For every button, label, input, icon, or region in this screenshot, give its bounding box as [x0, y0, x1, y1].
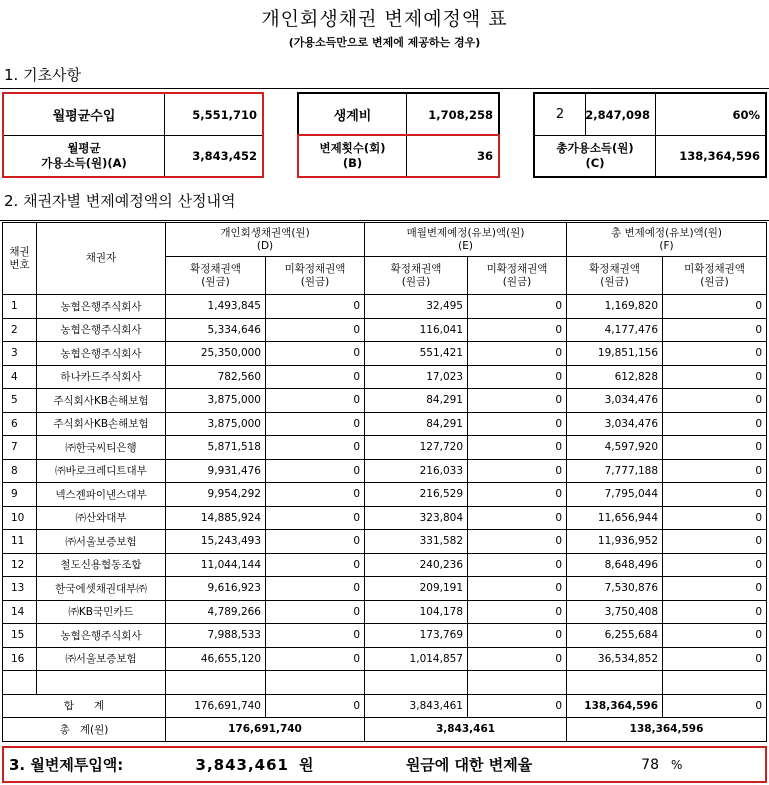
cell-d2: 0 [266, 295, 365, 319]
cell-d2: 0 [266, 600, 365, 624]
monthly-income-value: 5,551,710 [192, 107, 257, 122]
monthly-repayment-box [2, 746, 767, 783]
cell-e1: 17,023 [365, 365, 468, 389]
cell-e2: 0 [468, 318, 567, 342]
cell-e1: 216,529 [365, 483, 468, 507]
cell-d1: 15,243,493 [166, 530, 266, 554]
empty-row-cell [266, 671, 365, 695]
cell-f2: 0 [663, 647, 767, 671]
cell-e2: 0 [468, 342, 567, 366]
cell-name: 농협은행주식회사 [37, 318, 166, 342]
group-d-header [166, 223, 365, 257]
section-divider [0, 220, 769, 221]
total-row [3, 718, 767, 742]
f-unconfirmed-header-line1: 미확정채권액 [684, 262, 745, 275]
repay-count-value: 36 [476, 148, 493, 163]
cell-name: 주식회사KB손해보험 [37, 412, 166, 436]
monthly-income-label: 월평균수입 [52, 109, 116, 124]
cell-e1: 116,041 [365, 318, 468, 342]
available-income-label-line1: 월평균 [67, 140, 101, 155]
cell-e2: 0 [468, 483, 567, 507]
monthly-repayment-unit: 원 [299, 756, 314, 774]
table-row [3, 295, 767, 319]
cell-d2: 0 [266, 483, 365, 507]
cell-f2: 0 [663, 553, 767, 577]
cell-name: ㈜서울보증보험 [37, 647, 166, 671]
e-unconfirmed-header-line1: 미확정채권액 [486, 262, 548, 275]
subtotal-e2: 0 [468, 694, 567, 718]
cell-f1: 7,777,188 [567, 459, 663, 483]
table-row [3, 318, 767, 342]
cell-e1: 551,421 [365, 342, 468, 366]
cell-e2: 0 [468, 389, 567, 413]
cell-e1: 209,191 [365, 577, 468, 601]
total-available-label-line2: (C) [585, 155, 605, 170]
cell-e2: 0 [468, 530, 567, 554]
cell-d2: 0 [266, 624, 365, 648]
cell-no: 13 [3, 577, 37, 601]
cell-e1: 127,720 [365, 436, 468, 460]
cell-d2: 0 [266, 365, 365, 389]
e-confirmed-header [365, 257, 468, 295]
cell-f1: 7,530,876 [567, 577, 663, 601]
table-row [3, 412, 767, 436]
empty-row-cell [567, 671, 663, 695]
available-income-value: 3,843,452 [192, 148, 257, 163]
extra-amount: 2,847,098 [585, 107, 650, 122]
subtotal-d1: 176,691,740 [166, 694, 266, 718]
cell-f1: 36,534,852 [567, 647, 663, 671]
table-row [3, 530, 767, 554]
group-d-header-line2: (D) [256, 239, 274, 252]
e-unconfirmed-header [468, 257, 567, 295]
cell-e2: 0 [468, 295, 567, 319]
total-d: 176,691,740 [166, 718, 365, 742]
total-available-value: 138,364,596 [679, 148, 760, 163]
cell-e1: 173,769 [365, 624, 468, 648]
cell-d2: 0 [266, 459, 365, 483]
cell-no: 14 [3, 600, 37, 624]
cell-no: 12 [3, 553, 37, 577]
cell-e2: 0 [468, 436, 567, 460]
cell-no: 9 [3, 483, 37, 507]
f-unconfirmed-header-line2: (원금) [700, 275, 729, 288]
section-divider [0, 88, 769, 89]
table-row [3, 624, 767, 648]
income-box [2, 92, 264, 178]
subtotal-f1: 138,364,596 [567, 694, 663, 718]
group-e-header-line1: 매월변제예정(유보)액(원) [406, 226, 525, 239]
total-available-box [533, 92, 767, 178]
cell-e1: 32,495 [365, 295, 468, 319]
subtotal-e1: 3,843,461 [365, 694, 468, 718]
d-unconfirmed-header-line2: (원금) [300, 275, 330, 288]
cell-f1: 4,177,476 [567, 318, 663, 342]
table-row [3, 600, 767, 624]
cell-f2: 0 [663, 318, 767, 342]
cell-f1: 3,750,408 [567, 600, 663, 624]
cell-d1: 11,044,144 [166, 553, 266, 577]
cell-no: 16 [3, 647, 37, 671]
cell-e1: 84,291 [365, 412, 468, 436]
cell-e2: 0 [468, 506, 567, 530]
table-row [3, 436, 767, 460]
repayment-rate-value: 78 [641, 756, 659, 773]
cell-name: ㈜KB국민카드 [37, 600, 166, 624]
cell-d1: 5,871,518 [166, 436, 266, 460]
repay-count-label-line2: (B) [342, 155, 363, 170]
cell-e2: 0 [468, 459, 567, 483]
cell-f1: 612,828 [567, 365, 663, 389]
group-f-header-line2: (F) [659, 239, 674, 252]
d-unconfirmed-header-line1: 미확정채권액 [284, 262, 346, 275]
e-confirmed-header-line1: 확정채권액 [390, 262, 442, 275]
cell-d2: 0 [266, 412, 365, 436]
cell-f2: 0 [663, 577, 767, 601]
available-income-label-line2: 가용소득(원)(A) [41, 155, 127, 170]
cell-d2: 0 [266, 389, 365, 413]
section-creditor-heading: 2. 채권자별 변제예정액의 산정내역 [4, 192, 236, 210]
cell-no: 11 [3, 530, 37, 554]
cell-d1: 14,885,924 [166, 506, 266, 530]
cell-e2: 0 [468, 600, 567, 624]
table-row [3, 553, 767, 577]
cell-name: 한국에셋채권대부㈜ [37, 577, 166, 601]
cell-f1: 6,255,684 [567, 624, 663, 648]
cell-f2: 0 [663, 436, 767, 460]
group-f-header [567, 223, 767, 257]
cell-e1: 104,178 [365, 600, 468, 624]
repayment-rate-label: 원금에 대한 변제율 [405, 756, 533, 774]
cell-f2: 0 [663, 459, 767, 483]
total-f: 138,364,596 [567, 718, 767, 742]
cell-d2: 0 [266, 436, 365, 460]
total-label: 총 계(원) [3, 718, 166, 742]
empty-row-cell [37, 671, 166, 695]
table-row [3, 506, 767, 530]
cell-name: ㈜산와대부 [37, 506, 166, 530]
cell-d1: 3,875,000 [166, 389, 266, 413]
cell-e1: 323,804 [365, 506, 468, 530]
cell-f2: 0 [663, 389, 767, 413]
cell-f1: 19,851,156 [567, 342, 663, 366]
cell-d1: 46,655,120 [166, 647, 266, 671]
section-basics-heading: 1. 기초사항 [4, 66, 82, 84]
cell-f1: 1,169,820 [567, 295, 663, 319]
cell-d1: 7,988,533 [166, 624, 266, 648]
cell-f2: 0 [663, 483, 767, 507]
e-confirmed-header-line2: (원금) [401, 275, 431, 288]
cell-e1: 84,291 [365, 389, 468, 413]
cell-name: ㈜바로크레디트대부 [37, 459, 166, 483]
cell-no: 6 [3, 412, 37, 436]
empty-row-cell [663, 671, 767, 695]
cell-e2: 0 [468, 412, 567, 436]
cell-d1: 3,875,000 [166, 412, 266, 436]
cell-f1: 11,656,944 [567, 506, 663, 530]
cell-name: 철도신용협동조합 [37, 553, 166, 577]
repay-count-label [299, 135, 406, 176]
cell-name: 넥스젠파이낸스대부 [37, 483, 166, 507]
empty-row-cell [365, 671, 468, 695]
col-no-header-line1: 채권 [9, 245, 30, 258]
f-confirmed-header-line2: (원금) [600, 275, 629, 288]
table-row [3, 365, 767, 389]
available-income-label [4, 135, 164, 176]
total-available-label-line1: 총가용소득(원) [556, 140, 634, 155]
cell-f1: 4,597,920 [567, 436, 663, 460]
group-e-header [365, 223, 567, 257]
cell-e1: 216,033 [365, 459, 468, 483]
table-row [3, 342, 767, 366]
cell-d1: 1,493,845 [166, 295, 266, 319]
cell-e2: 0 [468, 624, 567, 648]
living-cost-value: 1,708,258 [428, 107, 493, 122]
empty-row-cell [3, 671, 37, 695]
subtotal-label: 합 계 [3, 694, 166, 718]
cell-no: 10 [3, 506, 37, 530]
cell-d1: 782,560 [166, 365, 266, 389]
cell-no: 2 [3, 318, 37, 342]
cell-f2: 0 [663, 342, 767, 366]
cell-f2: 0 [663, 530, 767, 554]
table-row [3, 389, 767, 413]
cell-f1: 3,034,476 [567, 412, 663, 436]
table-row [3, 647, 767, 671]
monthly-repayment-amount: 3,843,461 [195, 755, 289, 774]
cell-d1: 25,350,000 [166, 342, 266, 366]
d-confirmed-header [166, 257, 266, 295]
empty-row-cell [166, 671, 266, 695]
cell-d1: 9,616,923 [166, 577, 266, 601]
d-confirmed-header-line1: 확정채권액 [190, 262, 241, 275]
cell-d2: 0 [266, 530, 365, 554]
cell-d2: 0 [266, 318, 365, 342]
cell-f2: 0 [663, 624, 767, 648]
d-unconfirmed-header [266, 257, 365, 295]
cell-d2: 0 [266, 577, 365, 601]
repay-count-label-line1: 변제횟수(회) [319, 140, 386, 155]
cell-f1: 7,795,044 [567, 483, 663, 507]
f-unconfirmed-header [663, 257, 767, 295]
subtotal-row [3, 694, 767, 718]
f-confirmed-header-line1: 확정채권액 [589, 262, 640, 275]
page-title: 개인회생채권 변제예정액 표 [261, 8, 508, 30]
cell-name: 농협은행주식회사 [37, 295, 166, 319]
cell-d2: 0 [266, 342, 365, 366]
col-no-header-line2: 번호 [9, 258, 30, 271]
monthly-repayment-label: 3. 월변제투입액: [9, 756, 124, 774]
cell-no: 3 [3, 342, 37, 366]
cell-name: ㈜한국씨티은행 [37, 436, 166, 460]
cell-f1: 8,648,496 [567, 553, 663, 577]
cell-no: 1 [3, 295, 37, 319]
group-f-header-line1: 총 변제예정(유보)액(원) [611, 226, 723, 239]
cell-d2: 0 [266, 506, 365, 530]
cell-d1: 9,931,476 [166, 459, 266, 483]
col-creditor-header: 채권자 [37, 223, 166, 295]
f-confirmed-header [567, 257, 663, 295]
cell-d2: 0 [266, 647, 365, 671]
cell-e1: 331,582 [365, 530, 468, 554]
cell-e2: 0 [468, 647, 567, 671]
cell-no: 15 [3, 624, 37, 648]
cell-e2: 0 [468, 553, 567, 577]
extra-percent: 60% [732, 107, 760, 122]
cell-e1: 240,236 [365, 553, 468, 577]
table-row [3, 483, 767, 507]
cell-e1: 1,014,857 [365, 647, 468, 671]
cell-d1: 9,954,292 [166, 483, 266, 507]
cell-e2: 0 [468, 577, 567, 601]
living-cost-label: 생계비 [333, 109, 372, 124]
total-available-label [535, 135, 655, 176]
cell-d2: 0 [266, 553, 365, 577]
cell-e2: 0 [468, 365, 567, 389]
living-box [297, 92, 500, 178]
subtotal-d2: 0 [266, 694, 365, 718]
cell-f2: 0 [663, 295, 767, 319]
page-subtitle: (가용소득만으로 변제에 제공하는 경우) [288, 36, 481, 49]
empty-row-cell [468, 671, 567, 695]
cell-no: 5 [3, 389, 37, 413]
cell-no: 8 [3, 459, 37, 483]
col-no-header [3, 223, 37, 295]
extra-number: 2 [555, 107, 565, 122]
cell-name: 하나카드주식회사 [37, 365, 166, 389]
cell-name: ㈜서울보증보험 [37, 530, 166, 554]
d-confirmed-header-line2: (원금) [201, 275, 230, 288]
cell-name: 농협은행주식회사 [37, 624, 166, 648]
cell-f2: 0 [663, 600, 767, 624]
group-e-header-line2: (E) [458, 239, 473, 252]
cell-f2: 0 [663, 365, 767, 389]
creditor-table [2, 222, 767, 742]
cell-d1: 5,334,646 [166, 318, 266, 342]
cell-f2: 0 [663, 506, 767, 530]
repayment-rate-unit: % [671, 757, 683, 772]
e-unconfirmed-header-line2: (원금) [502, 275, 532, 288]
group-d-header-line1: 개인회생채권액(원) [220, 226, 310, 239]
table-row [3, 459, 767, 483]
cell-no: 7 [3, 436, 37, 460]
cell-no: 4 [3, 365, 37, 389]
subtotal-f2: 0 [663, 694, 767, 718]
cell-f1: 11,936,952 [567, 530, 663, 554]
cell-f2: 0 [663, 412, 767, 436]
cell-d1: 4,789,266 [166, 600, 266, 624]
table-row [3, 577, 767, 601]
total-e: 3,843,461 [365, 718, 567, 742]
cell-name: 주식회사KB손해보험 [37, 389, 166, 413]
cell-name: 농협은행주식회사 [37, 342, 166, 366]
cell-f1: 3,034,476 [567, 389, 663, 413]
